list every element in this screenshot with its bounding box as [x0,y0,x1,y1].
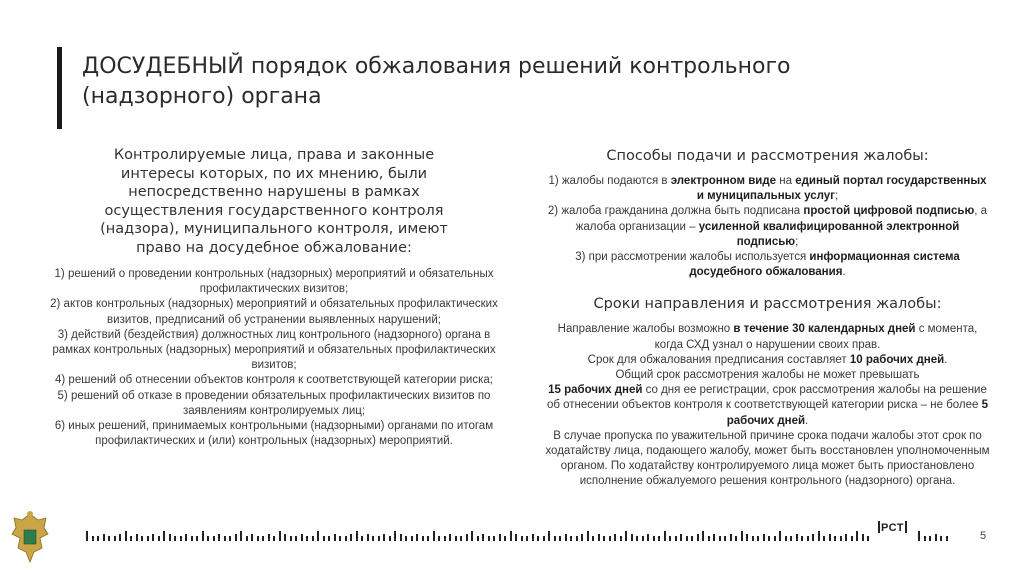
footer-tick [807,536,809,541]
footer-tick [411,536,413,541]
footer-tick [268,534,270,541]
footer-tick [603,536,605,541]
footer-tick [658,536,660,541]
footer-tick [389,536,391,541]
footer-tick [422,536,424,541]
footer-tick [504,536,506,541]
footer-tick [169,534,171,541]
footer-tick [405,536,407,541]
methods-list [545,174,990,280]
footer-tick [240,531,242,541]
footer-tick [317,531,319,541]
term-paragraph-5: В случае пропуска по уважительной причине срока подачи жалобы этот срок по ходатайству лица, подающего жалобу, может быть восстановлен уполномоченным органом. По ходатайству контролируемого лица может быть приостановлено исполнение обжалуемого решения контрольного (надзорного) органа. [545,429,990,488]
footer-tick [537,536,539,541]
footer-tick [631,534,633,541]
footer-tick [768,536,770,541]
footer-tick [918,531,920,541]
footer-tick [427,536,429,541]
methods-heading: Способы подачи и рассмотрения жалобы: [606,148,929,164]
list-item: 4) решений об отнесении объектов контроля к соответствующей категории риска; [55,374,493,387]
footer-tick [185,534,187,541]
footer-tick [636,536,638,541]
footer-tick [295,536,297,541]
footer-tick [840,536,842,541]
footer-tick [290,536,292,541]
footer-tick [730,534,732,541]
footer-tick-line [86,529,868,541]
footer-tick [345,536,347,541]
page-title-line1: ДОСУДЕБНЫЙ порядок обжалования решений контрольного [82,54,791,79]
footer-tick [279,531,281,541]
footer-tick [477,536,479,541]
term-paragraph-1: Направление жалобы возможно в течение 30 календарных дней с момента, когда СХД узнал о нарушении своих прав. [557,323,978,351]
footer-tick [416,534,418,541]
footer-tick [125,531,127,541]
footer-tick [686,536,688,541]
footer-tick [108,536,110,541]
footer-tick [664,531,666,541]
footer-tick [515,534,517,541]
method-item-2: 2) жалоба гражданина должна быть подписана простой цифровой подписью, а жалоба организации – усиленной квалифицированной электронной подписью; [547,205,988,248]
footer-tick [97,536,99,541]
footer-tick [284,534,286,541]
footer-tick [152,534,154,541]
footer-tick [702,531,704,541]
footer-tick [940,536,942,541]
footer-tick [334,534,336,541]
footer-tick [361,536,363,541]
footer-tick [543,536,545,541]
footer-tick [785,536,787,541]
footer-tick [251,534,253,541]
footer-tick [812,534,814,541]
footer-tick [257,536,259,541]
footer-tick [779,531,781,541]
footer-tick [356,531,358,541]
page-number: 5 [980,530,987,542]
footer-tick [565,534,567,541]
footer-tick [697,534,699,541]
footer-tick [455,536,457,541]
footer-tick [570,536,572,541]
footer-tick [328,536,330,541]
footer-tick [86,531,88,541]
footer-tick [752,536,754,541]
footer-tick [675,536,677,541]
footer-tick [851,536,853,541]
footer-tick [823,536,825,541]
page-title-line2: (надзорного) органа [82,84,322,109]
footer-tick [92,536,94,541]
list-item: 3) действий (бездействия) должностных лиц контрольного (надзорного) органа в рамках контрольных (надзорных) мероприятий и обязательных профилактических визитов; [52,328,496,372]
footer-tick [163,531,165,541]
footer-tick [213,536,215,541]
footer-tick [323,536,325,541]
method-item-1: 1) жалобы подаются в электронном виде на единый портал государственных и муниципальных услуг; [548,175,987,203]
appeal-items-list [40,267,508,449]
left-column [40,146,508,449]
footer-tick [669,536,671,541]
footer-tick [548,531,550,541]
terms-heading: Сроки направления и рассмотрения жалобы: [593,296,942,313]
footer-tick [946,536,948,541]
footer-tick [521,536,523,541]
term-paragraph-4: 15 рабочих дней со дня ее регистрации, срок рассмотрения жалобы на решение об отнесении объектов контроля к соответствующей категории риска – не более 5 рабочих дней. [546,384,989,427]
footer-tick [691,536,693,541]
footer-tick [367,534,369,541]
footer-tick [735,536,737,541]
footer-tick [929,536,931,541]
footer-tick [719,536,721,541]
coat-of-arms-emblem [6,508,54,568]
footer-tick [796,534,798,541]
list-item: 5) решений об отказе в проведении обязательных профилактических визитов по заявлениям контролируемых лиц; [57,389,491,417]
footer-tick [746,534,748,541]
footer-tick [141,536,143,541]
footer-tick [433,531,435,541]
method-item-3: 3) при рассмотрении жалобы используется информационная система досудебного обжалования. [575,251,960,279]
page-title [82,52,882,112]
footer-tick [647,534,649,541]
footer-tick [834,536,836,541]
footer-tick [856,531,858,541]
footer-tick [554,536,556,541]
footer-tick [400,534,402,541]
footer-tick [246,536,248,541]
footer-tick [301,534,303,541]
rst-logo: РСТ [877,521,908,534]
title-accent-bar [57,47,62,129]
footer-tick [829,534,831,541]
footer-tick [378,536,380,541]
footer-tick [103,534,105,541]
footer-tick [708,536,710,541]
footer-tick [262,536,264,541]
list-item: 2) актов контрольных (надзорных) мероприятий и обязательных профилактических визитов, предписаний об устранении выявленных нарушений; [50,298,498,326]
footer-tick [614,534,616,541]
footer-tick [493,536,495,541]
footer-tick [306,536,308,541]
footer-tick [653,536,655,541]
footer-tick [466,534,468,541]
footer-tick [273,536,275,541]
footer-tick [158,536,160,541]
footer-tick [510,531,512,541]
footer-tick [757,536,759,541]
footer-tick [642,536,644,541]
footer-tick [774,536,776,541]
footer-tick [119,534,121,541]
footer-tick [202,531,204,541]
footer-tick [460,536,462,541]
footer-tick [526,536,528,541]
footer-tick [372,536,374,541]
footer-tick [444,536,446,541]
term-paragraph-2: Срок для обжалования предписания составляет 10 рабочих дней. [587,353,948,366]
footer-tick [191,536,193,541]
footer-tick [818,531,820,541]
footer-tick [587,531,589,541]
terms-text [545,322,990,489]
footer-tick [312,536,314,541]
list-item: 1) решений о проведении контрольных (надзорных) мероприятий и обязательных профилактических визитов; [54,268,494,296]
footer-tick [532,534,534,541]
footer-tick [680,534,682,541]
list-item: 6) иных решений, принимаемых контрольными (надзорными) органами по итогам профилактических и (или) контрольных (надзорных) мероприятий. [54,420,494,448]
footer-tick [935,534,937,541]
footer-tick [592,536,594,541]
footer-tick [499,534,501,541]
footer-tick [383,534,385,541]
footer-tick [845,534,847,541]
footer-tick [724,536,726,541]
term-paragraph-3: Общий срок рассмотрения жалобы не может превышать [615,369,920,382]
footer-tick [130,536,132,541]
footer-tick [790,536,792,541]
footer-tick [471,531,473,541]
footer-tick [620,536,622,541]
footer-tick [741,531,743,541]
footer-tick [598,534,600,541]
footer-tick [488,536,490,541]
footer-tick [394,531,396,541]
footer-tick [625,531,627,541]
footer-tick [218,534,220,541]
footer-tick [438,536,440,541]
footer-tick [114,536,116,541]
footer-tick [713,534,715,541]
footer-tick [924,536,926,541]
left-lead-text: Контролируемые лица, права и законные интересы которых, по их мнению, были непосредственно нарушены в рамках осуществления государственного контроля (надзора), муниципального контроля, имеют право на досудебное обжалование: [100,147,448,256]
footer-tick [339,536,341,541]
footer-tick-line-right [918,529,948,541]
footer-tick [136,534,138,541]
footer-tick [174,536,176,541]
footer-tick [224,536,226,541]
footer-tick [801,536,803,541]
footer-tick [449,534,451,541]
footer-tick [235,534,237,541]
footer-tick [229,536,231,541]
footer-tick [763,534,765,541]
footer-tick [609,536,611,541]
footer-tick [581,534,583,541]
right-column [545,146,990,490]
footer-tick [207,536,209,541]
footer-tick [867,536,869,541]
footer-tick [576,536,578,541]
footer-tick [196,536,198,541]
footer-tick [862,534,864,541]
footer-tick [482,534,484,541]
footer-tick [559,536,561,541]
footer-tick [180,536,182,541]
footer-tick [147,536,149,541]
footer-tick [350,534,352,541]
